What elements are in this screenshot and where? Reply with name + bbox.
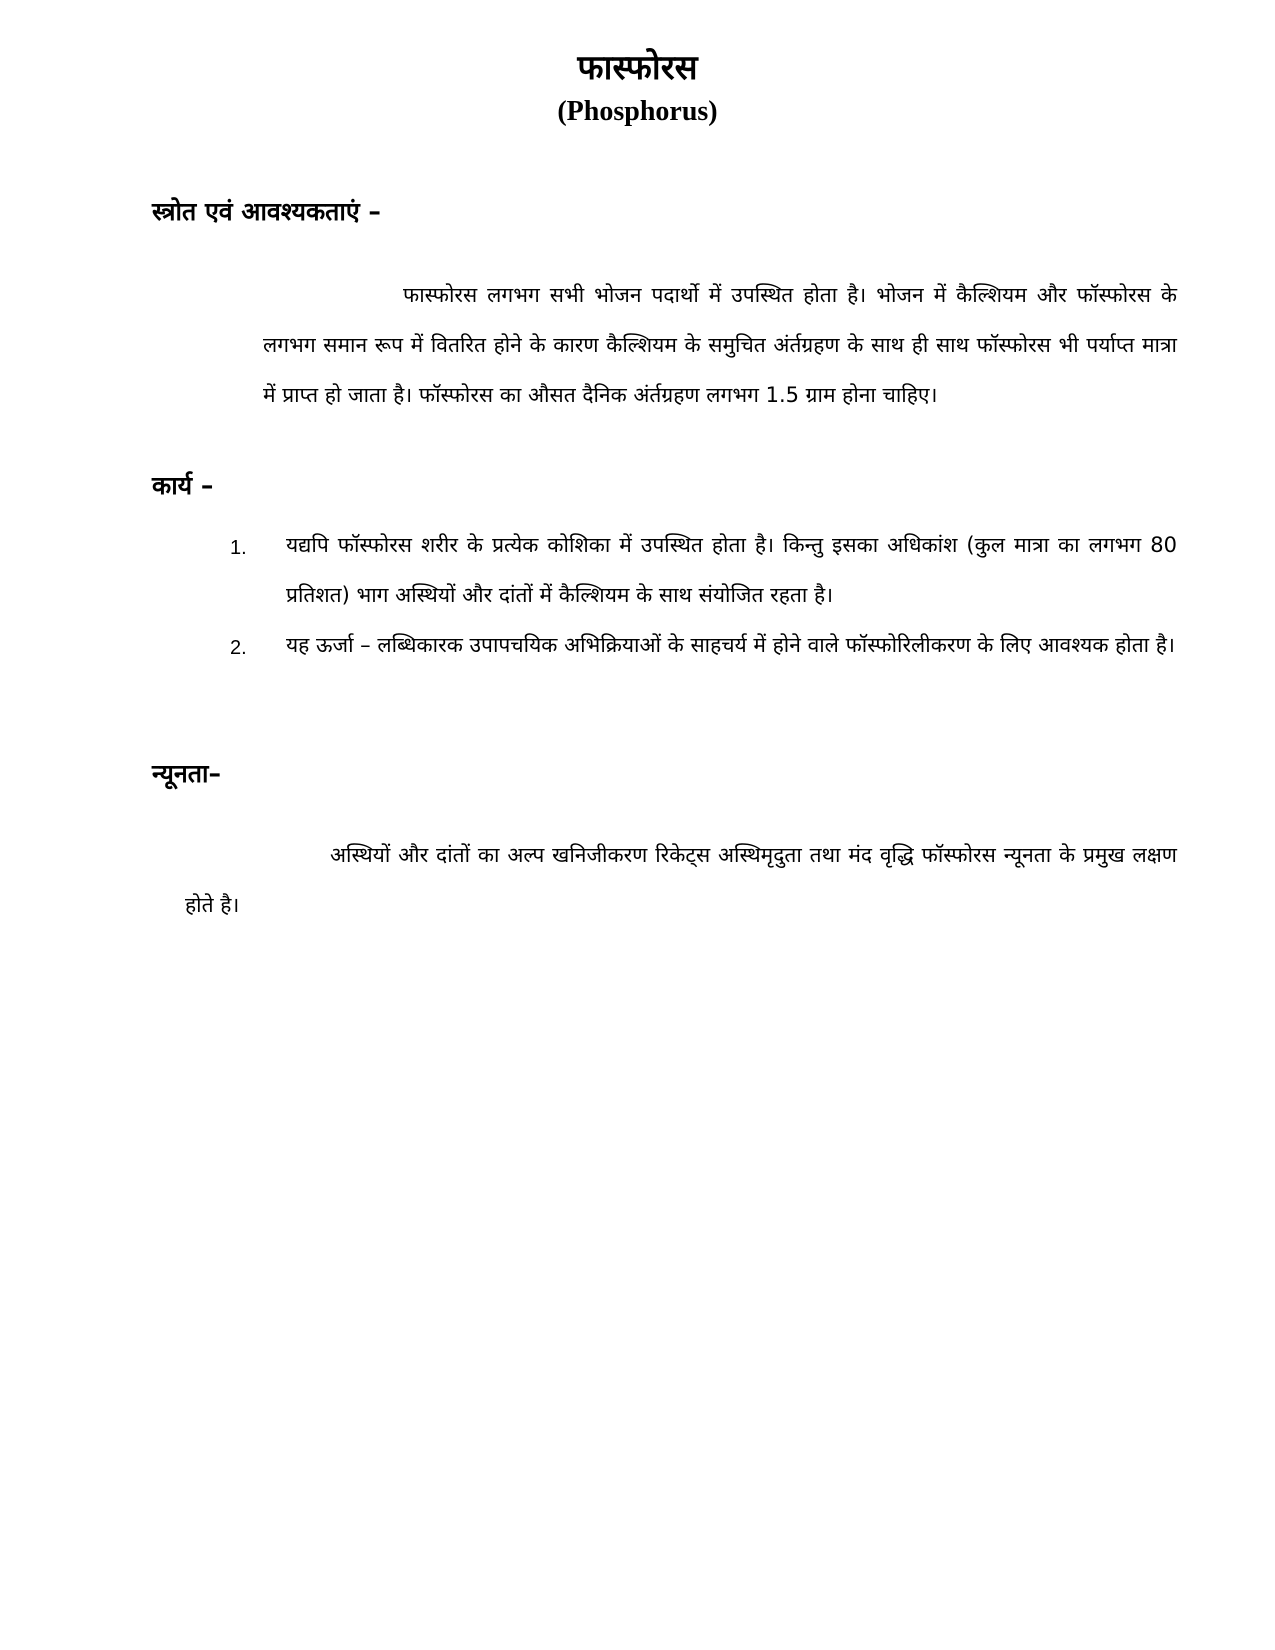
list-item-number: 1. (230, 537, 247, 559)
functions-list (160, 520, 1177, 670)
document-title: फास्फोरस (577, 48, 698, 88)
document-subtitle: (Phosphorus) (557, 96, 718, 127)
sources-paragraph: फास्फोरस लगभग सभी भोजन पदार्थो में उपस्थित होता है। भोजन में कैल्शियम और फॉस्फोरस के लगभग समान रूप में वितरित होने के कारण कैल्शियम के समुचित अंर्तग्रहण के साथ ही साथ फॉस्फोरस भी पर्याप्त मात्रा में प्राप्त हो जाता है। फॉस्फोरस का औसत दैनिक अंर्तग्रहण लगभग 1.5 ग्राम होना चाहिए। (263, 283, 1177, 407)
sources-heading: स्त्रोत एवं आवश्यकताएं – (152, 197, 381, 226)
functions-heading: कार्य – (152, 471, 214, 500)
deficiency-heading: न्यूनता– (152, 759, 221, 788)
list-item-text: यद्यपि फॉस्फोरस शरीर के प्रत्येक कोशिका में उपस्थित होता है। किन्तु इसका अधिकांश (कुल मात्रा का लगभग 80 प्रतिशत) भाग अस्थियों और दांतों में कैल्शियम के साथ संयोजित रहता है। (286, 533, 1177, 607)
deficiency-paragraph: अस्थियों और दांतों का अल्प खनिजीकरण रिकेट्स अस्थिमृदुता तथा मंद वृद्धि फॉस्फोरस न्यूनता के प्रमुख लक्षण होते है। (185, 843, 1177, 917)
list-item-text: यह ऊर्जा – लब्धिकारक उपापचयिक अभिक्रियाओं के साहचर्य में होने वाले फॉस्फोरिलीकरण के लिए आवश्यक होता है। (286, 633, 1175, 657)
list-item-number: 2. (230, 637, 247, 659)
list-item (160, 520, 1177, 620)
list-item (160, 620, 1177, 670)
